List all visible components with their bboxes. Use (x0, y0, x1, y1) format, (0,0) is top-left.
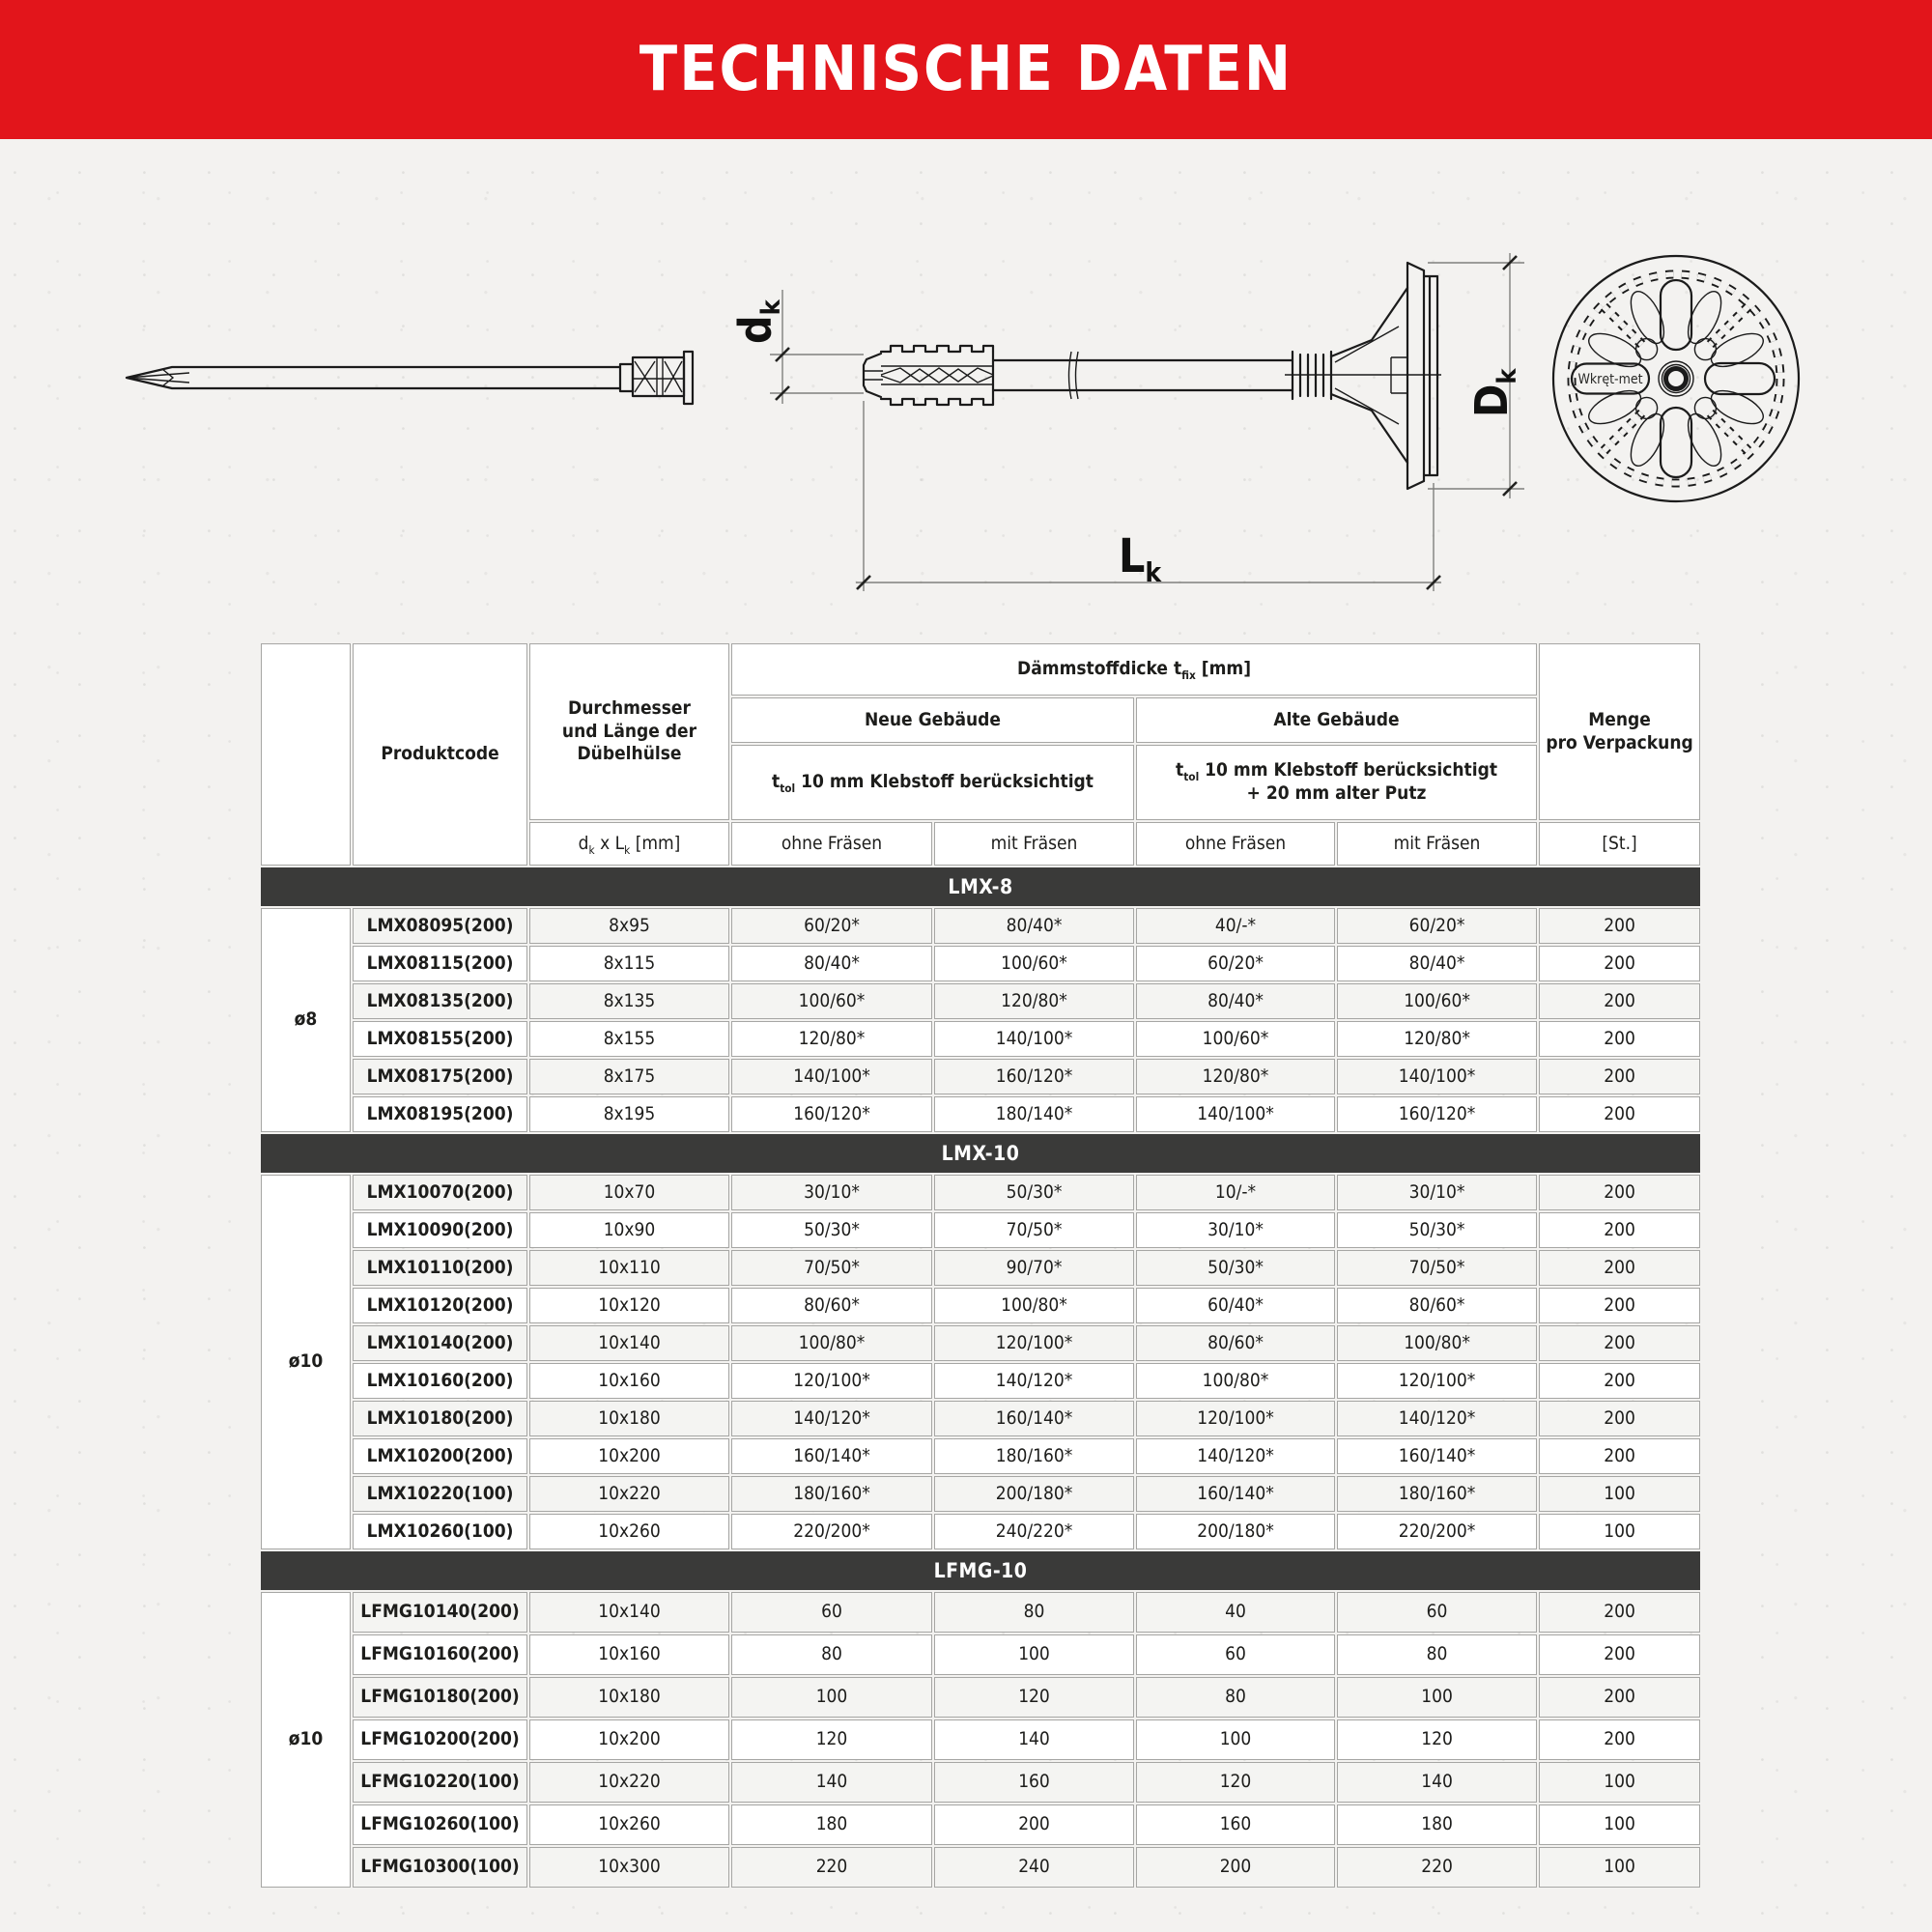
neue-mit-fraesen-cell: 70/50* (934, 1212, 1134, 1248)
product-code-cell: LFMG10260(100) (353, 1804, 527, 1845)
alte-ohne-fraesen-cell: 80/40* (1136, 983, 1335, 1019)
technical-data-table (259, 641, 1702, 1889)
menge-cell: 200 (1539, 1175, 1700, 1210)
pin-drawing (127, 352, 693, 404)
alte-ohne-fraesen-cell: 120 (1136, 1762, 1335, 1803)
alte-mit-fraesen-cell: 220/200* (1337, 1514, 1537, 1549)
alte-ohne-fraesen-cell: 140/100* (1136, 1096, 1335, 1132)
neue-ohne-fraesen-cell: 60/20* (731, 908, 932, 944)
alte-ohne-fraesen-cell: 100/80* (1136, 1363, 1335, 1399)
alte-ohne-fraesen-cell: 120/100* (1136, 1401, 1335, 1436)
size-cell: 8x155 (529, 1021, 729, 1057)
product-code-cell: LMX10110(200) (353, 1250, 527, 1286)
menge-cell: 200 (1539, 1719, 1700, 1760)
product-code-cell: LFMG10300(100) (353, 1847, 527, 1888)
alte-mit-fraesen-cell: 120/80* (1337, 1021, 1537, 1057)
table-row (261, 1325, 1700, 1361)
header-alte-beschreibung: $t_{tol}$ 10 mm Klebstoff berücksichtigt + 20 mm alter Putz (1136, 745, 1537, 820)
neue-ohne-fraesen-cell: 120/100* (731, 1363, 932, 1399)
size-cell: 10x160 (529, 1634, 729, 1675)
header-dk-lk: $d_k$ x $L_k$ [mm] (529, 822, 729, 866)
size-cell: 10x180 (529, 1677, 729, 1718)
header-diameter-column (261, 643, 351, 866)
product-code-cell: LMX10070(200) (353, 1175, 527, 1210)
neue-ohne-fraesen-cell: 100/60* (731, 983, 932, 1019)
menge-cell: 100 (1539, 1476, 1700, 1512)
neue-mit-fraesen-cell: 160 (934, 1762, 1134, 1803)
menge-cell: 200 (1539, 908, 1700, 944)
table-row (261, 983, 1700, 1019)
neue-ohne-fraesen-cell: 140/100* (731, 1059, 932, 1094)
neue-ohne-fraesen-cell: 70/50* (731, 1250, 932, 1286)
disc-logo-text: Wkręt-met (1577, 372, 1643, 387)
size-cell: 10x110 (529, 1250, 729, 1286)
alte-ohne-fraesen-cell: 30/10* (1136, 1212, 1335, 1248)
dowel-drawing (729, 253, 1524, 591)
table-row (261, 1634, 1700, 1675)
neue-mit-fraesen-cell: 80 (934, 1592, 1134, 1633)
alte-mit-fraesen-cell: 120/100* (1337, 1363, 1537, 1399)
alte-mit-fraesen-cell: 140/100* (1337, 1059, 1537, 1094)
menge-cell: 200 (1539, 1438, 1700, 1474)
alte-ohne-fraesen-cell: 160 (1136, 1804, 1335, 1845)
header-neue-gebaeude: Neue Gebäude (731, 697, 1134, 743)
size-cell: 10x140 (529, 1592, 729, 1633)
alte-ohne-fraesen-cell: 100/60* (1136, 1021, 1335, 1057)
menge-cell: 200 (1539, 1096, 1700, 1132)
alte-ohne-fraesen-cell: 10/-* (1136, 1175, 1335, 1210)
size-cell: 10x70 (529, 1175, 729, 1210)
alte-mit-fraesen-cell: 120 (1337, 1719, 1537, 1760)
alte-mit-fraesen-cell: 50/30* (1337, 1212, 1537, 1248)
neue-mit-fraesen-cell: 100 (934, 1634, 1134, 1675)
size-cell: 10x260 (529, 1804, 729, 1845)
table-row (261, 908, 1700, 944)
section-band-label: LMX-8 (261, 867, 1700, 906)
alte-ohne-fraesen-cell: 60 (1136, 1634, 1335, 1675)
size-cell: 10x160 (529, 1363, 729, 1399)
alte-ohne-fraesen-cell: 140/120* (1136, 1438, 1335, 1474)
size-cell: 10x220 (529, 1476, 729, 1512)
neue-ohne-fraesen-cell: 220/200* (731, 1514, 932, 1549)
alte-ohne-fraesen-cell: 40 (1136, 1592, 1335, 1633)
table-row (261, 1719, 1700, 1760)
diameter-label-lfmg-10: ø10 (261, 1592, 351, 1888)
size-cell: 10x260 (529, 1514, 729, 1549)
menge-cell: 100 (1539, 1762, 1700, 1803)
table-row (261, 1847, 1700, 1888)
neue-ohne-fraesen-cell: 60 (731, 1592, 932, 1633)
technical-drawings (0, 0, 1932, 638)
table-row (261, 1476, 1700, 1512)
header-stueck: [St.] (1539, 822, 1700, 866)
menge-cell: 200 (1539, 983, 1700, 1019)
neue-ohne-fraesen-cell: 80/60* (731, 1288, 932, 1323)
alte-mit-fraesen-cell: 160/120* (1337, 1096, 1537, 1132)
alte-mit-fraesen-cell: 180/160* (1337, 1476, 1537, 1512)
alte-mit-fraesen-cell: 160/140* (1337, 1438, 1537, 1474)
alte-ohne-fraesen-cell: 60/40* (1136, 1288, 1335, 1323)
product-code-cell: LMX08155(200) (353, 1021, 527, 1057)
product-code-cell: LMX08115(200) (353, 946, 527, 981)
product-code-cell: LMX08095(200) (353, 908, 527, 944)
alte-mit-fraesen-cell: 140 (1337, 1762, 1537, 1803)
alte-mit-fraesen-cell: 60 (1337, 1592, 1537, 1633)
alte-mit-fraesen-cell: 80/40* (1337, 946, 1537, 981)
disc-drawing (1553, 256, 1799, 501)
alte-mit-fraesen-cell: 30/10* (1337, 1175, 1537, 1210)
header-produktcode: Produktcode (353, 643, 527, 866)
size-cell: 10x90 (529, 1212, 729, 1248)
menge-cell: 200 (1539, 1401, 1700, 1436)
neue-ohne-fraesen-cell: 100/80* (731, 1325, 932, 1361)
table-row (261, 1288, 1700, 1323)
alte-mit-fraesen-cell: 60/20* (1337, 908, 1537, 944)
menge-cell: 200 (1539, 1250, 1700, 1286)
menge-cell: 200 (1539, 1212, 1700, 1248)
neue-ohne-fraesen-cell: 160/140* (731, 1438, 932, 1474)
header-neue-beschreibung: $t_{tol}$ 10 mm Klebstoff berücksichtigt (731, 745, 1134, 820)
neue-mit-fraesen-cell: 140 (934, 1719, 1134, 1760)
neue-ohne-fraesen-cell: 100 (731, 1677, 932, 1718)
table-row (261, 1804, 1700, 1845)
table-row (261, 1250, 1700, 1286)
neue-mit-fraesen-cell: 80/40* (934, 908, 1134, 944)
neue-ohne-fraesen-cell: 80 (731, 1634, 932, 1675)
menge-cell: 200 (1539, 1592, 1700, 1633)
neue-ohne-fraesen-cell: 120 (731, 1719, 932, 1760)
dk-dimension-label: dk (729, 299, 786, 344)
neue-ohne-fraesen-cell: 140/120* (731, 1401, 932, 1436)
table-row (261, 946, 1700, 981)
alte-mit-fraesen-cell: 140/120* (1337, 1401, 1537, 1436)
product-code-cell: LMX10200(200) (353, 1438, 527, 1474)
menge-cell: 200 (1539, 1325, 1700, 1361)
header-durchmesser: Durchmesser und Länge der Dübelhülse (529, 643, 729, 820)
neue-mit-fraesen-cell: 200/180* (934, 1476, 1134, 1512)
alte-mit-fraesen-cell: 100/80* (1337, 1325, 1537, 1361)
table-row (261, 1438, 1700, 1474)
neue-mit-fraesen-cell: 240 (934, 1847, 1134, 1888)
section-band-row (261, 1551, 1700, 1590)
table-row (261, 1363, 1700, 1399)
alte-mit-fraesen-cell: 80 (1337, 1634, 1537, 1675)
size-cell: 8x115 (529, 946, 729, 981)
section-band-row (261, 867, 1700, 906)
product-code-cell: LFMG10200(200) (353, 1719, 527, 1760)
neue-ohne-fraesen-cell: 160/120* (731, 1096, 932, 1132)
size-cell: 10x220 (529, 1762, 729, 1803)
table-row (261, 1514, 1700, 1549)
alte-mit-fraesen-cell: 220 (1337, 1847, 1537, 1888)
alte-ohne-fraesen-cell: 160/140* (1136, 1476, 1335, 1512)
section-band-label: LFMG-10 (261, 1551, 1700, 1590)
neue-mit-fraesen-cell: 100/80* (934, 1288, 1134, 1323)
neue-ohne-fraesen-cell: 80/40* (731, 946, 932, 981)
alte-mit-fraesen-cell: 180 (1337, 1804, 1537, 1845)
neue-mit-fraesen-cell: 120/100* (934, 1325, 1134, 1361)
size-cell: 8x135 (529, 983, 729, 1019)
neue-ohne-fraesen-cell: 180 (731, 1804, 932, 1845)
size-cell: 8x95 (529, 908, 729, 944)
alte-ohne-fraesen-cell: 40/-* (1136, 908, 1335, 944)
product-code-cell: LFMG10160(200) (353, 1634, 527, 1675)
alte-ohne-fraesen-cell: 200 (1136, 1847, 1335, 1888)
neue-ohne-fraesen-cell: 140 (731, 1762, 932, 1803)
header-neue-mit-fraesen: mit Fräsen (934, 822, 1134, 866)
neue-mit-fraesen-cell: 140/100* (934, 1021, 1134, 1057)
product-code-cell: LMX10090(200) (353, 1212, 527, 1248)
alte-mit-fraesen-cell: 100/60* (1337, 983, 1537, 1019)
neue-mit-fraesen-cell: 160/140* (934, 1401, 1134, 1436)
menge-cell: 200 (1539, 1677, 1700, 1718)
section-band-row (261, 1134, 1700, 1173)
menge-cell: 200 (1539, 1363, 1700, 1399)
size-cell: 10x120 (529, 1288, 729, 1323)
size-cell: 10x300 (529, 1847, 729, 1888)
neue-mit-fraesen-cell: 140/120* (934, 1363, 1134, 1399)
size-cell: 8x175 (529, 1059, 729, 1094)
table-row (261, 1401, 1700, 1436)
product-code-cell: LFMG10180(200) (353, 1677, 527, 1718)
neue-mit-fraesen-cell: 90/70* (934, 1250, 1134, 1286)
size-cell: 10x140 (529, 1325, 729, 1361)
product-code-cell: LFMG10140(200) (353, 1592, 527, 1633)
neue-mit-fraesen-cell: 240/220* (934, 1514, 1134, 1549)
table-row (261, 1175, 1700, 1210)
alte-ohne-fraesen-cell: 80 (1136, 1677, 1335, 1718)
product-code-cell: LMX10120(200) (353, 1288, 527, 1323)
neue-mit-fraesen-cell: 120 (934, 1677, 1134, 1718)
neue-mit-fraesen-cell: 50/30* (934, 1175, 1134, 1210)
product-code-cell: LMX08175(200) (353, 1059, 527, 1094)
size-cell: 10x200 (529, 1719, 729, 1760)
menge-cell: 100 (1539, 1514, 1700, 1549)
diameter-label-lmx-8: ø8 (261, 908, 351, 1132)
neue-mit-fraesen-cell: 160/120* (934, 1059, 1134, 1094)
menge-cell: 200 (1539, 1059, 1700, 1094)
product-code-cell: LMX10140(200) (353, 1325, 527, 1361)
table-row (261, 1096, 1700, 1132)
header-alte-mit-fraesen: mit Fräsen (1337, 822, 1537, 866)
alte-mit-fraesen-cell: 100 (1337, 1677, 1537, 1718)
diameter-label-lmx-10: ø10 (261, 1175, 351, 1549)
alte-ohne-fraesen-cell: 80/60* (1136, 1325, 1335, 1361)
menge-cell: 200 (1539, 1634, 1700, 1675)
product-code-cell: LMX08195(200) (353, 1096, 527, 1132)
header-daemmstoffdicke: Dämmstoffdicke $t_{fix}$ [mm] (731, 643, 1537, 696)
neue-ohne-fraesen-cell: 50/30* (731, 1212, 932, 1248)
size-cell: 10x180 (529, 1401, 729, 1436)
alte-ohne-fraesen-cell: 120/80* (1136, 1059, 1335, 1094)
menge-cell: 200 (1539, 946, 1700, 981)
header-menge: Menge pro Verpackung (1539, 643, 1700, 820)
lk-dimension-label: $L_k$ (1118, 529, 1162, 588)
header-neue-ohne-fraesen: ohne Fräsen (731, 822, 932, 866)
neue-mit-fraesen-cell: 120/80* (934, 983, 1134, 1019)
menge-cell: 200 (1539, 1288, 1700, 1323)
product-code-cell: LMX10220(100) (353, 1476, 527, 1512)
alte-ohne-fraesen-cell: 100 (1136, 1719, 1335, 1760)
table-row (261, 1059, 1700, 1094)
neue-ohne-fraesen-cell: 120/80* (731, 1021, 932, 1057)
alte-mit-fraesen-cell: 70/50* (1337, 1250, 1537, 1286)
header-alte-gebaeude: Alte Gebäude (1136, 697, 1537, 743)
table-row (261, 1592, 1700, 1633)
neue-ohne-fraesen-cell: 180/160* (731, 1476, 932, 1512)
section-band-label: LMX-10 (261, 1134, 1700, 1173)
neue-mit-fraesen-cell: 180/140* (934, 1096, 1134, 1132)
product-code-cell: LFMG10220(100) (353, 1762, 527, 1803)
table-row (261, 1677, 1700, 1718)
neue-mit-fraesen-cell: 100/60* (934, 946, 1134, 981)
header-alte-ohne-fraesen: ohne Fräsen (1136, 822, 1335, 866)
alte-ohne-fraesen-cell: 60/20* (1136, 946, 1335, 981)
neue-mit-fraesen-cell: 200 (934, 1804, 1134, 1845)
menge-cell: 100 (1539, 1847, 1700, 1888)
alte-ohne-fraesen-cell: 50/30* (1136, 1250, 1335, 1286)
size-cell: 10x200 (529, 1438, 729, 1474)
size-cell: 8x195 (529, 1096, 729, 1132)
product-code-cell: LMX10180(200) (353, 1401, 527, 1436)
page-title: TECHNISCHE DATEN (639, 34, 1293, 105)
menge-cell: 100 (1539, 1804, 1700, 1845)
product-code-cell: LMX08135(200) (353, 983, 527, 1019)
neue-mit-fraesen-cell: 180/160* (934, 1438, 1134, 1474)
product-code-cell: LMX10260(100) (353, 1514, 527, 1549)
product-code-cell: LMX10160(200) (353, 1363, 527, 1399)
neue-ohne-fraesen-cell: 30/10* (731, 1175, 932, 1210)
table-row (261, 1762, 1700, 1803)
alte-mit-fraesen-cell: 80/60* (1337, 1288, 1537, 1323)
table-row (261, 1021, 1700, 1057)
alte-ohne-fraesen-cell: 200/180* (1136, 1514, 1335, 1549)
menge-cell: 200 (1539, 1021, 1700, 1057)
neue-ohne-fraesen-cell: 220 (731, 1847, 932, 1888)
table-row (261, 1212, 1700, 1248)
Dk-dimension-label: Dk (1465, 368, 1522, 417)
